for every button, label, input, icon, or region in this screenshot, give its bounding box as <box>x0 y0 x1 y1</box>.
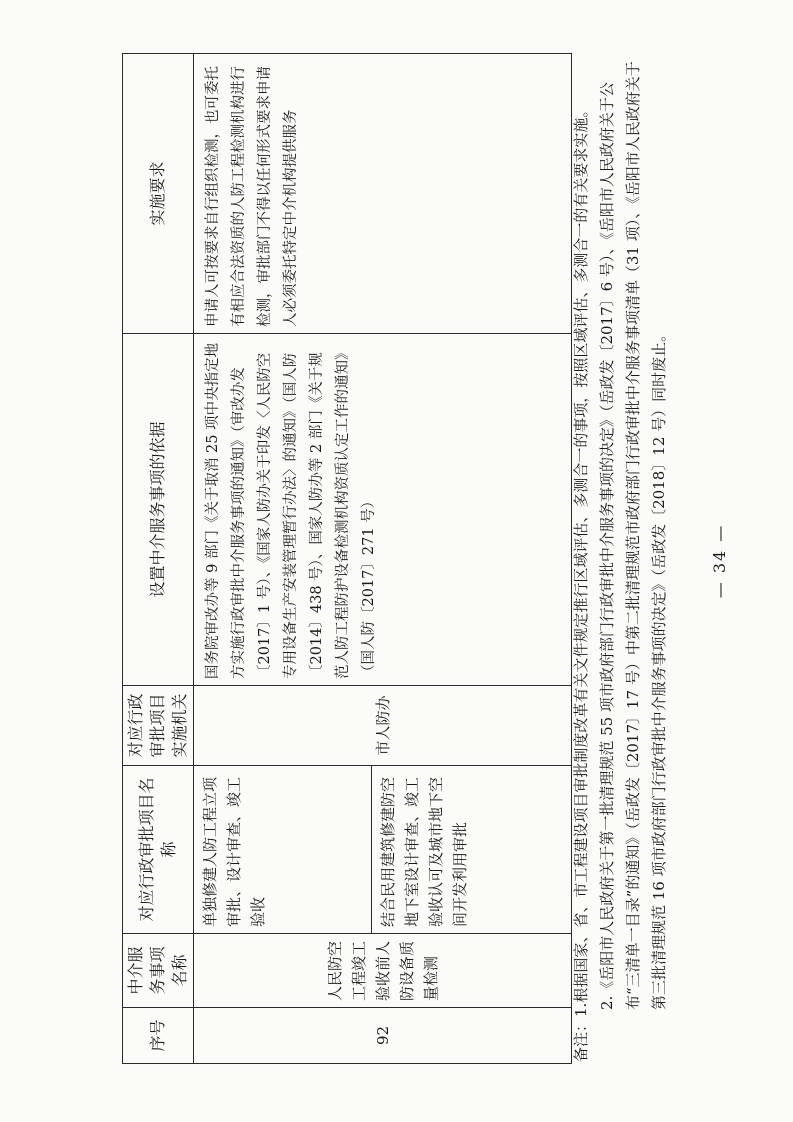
cell-requirement: 申请人可按要求自行组织检测，也可委托有相应合法资质的人防工程检测机构进行检测，审批部门不得以任何形式要求申请人必须委托特定中介机构提供服务 <box>194 54 572 334</box>
cell-seq: 92 <box>194 1008 572 1064</box>
cell-basis: 国务院审改办等 9 部门《关于取消 25 项中央指定地方实施行政审批中介服务事项的通知》（审改办发〔2017〕1 号）、《国家人防办关于印发〈人民防空专用设备生产安装管理暂行办法〉的通知》（国人防〔2014〕438 号）、国家人防办等 2 部门《关于规范人防工程防护设备检测机构资质认定工作的通知》（国人防〔2017〕271 号） <box>194 334 572 686</box>
header-service-name: 中介服务事项名称 <box>123 934 194 1008</box>
header-approval-name: 对应行政审批项目名称 <box>123 766 194 934</box>
cell-approval-item-1: 单独修建人防工程立项审批、设计审查、竣工验收 <box>194 766 372 934</box>
header-seq: 序号 <box>123 1008 194 1064</box>
header-agency: 对应行政审批项目实施机关 <box>123 686 194 766</box>
cell-service-name: 人民防空工程竣工验收前人防设备质量检测 <box>194 934 572 1008</box>
note-2: 2.《岳阳市人民政府关于第一批清理规范 55 项市政府部门行政审批中介服务事项的决定》（岳政发〔2017〕6 号）、《岳阳市人民政府关于公布“三清单一目录”的通知》（岳政发〔2017〕17 号）中第二批清理规范市政府部门行政审批中介服务事项清单（31 项）、《岳阳市人民政府关于第三批清理规范 16 项市政府部门行政审批中介服务事项的决定》（岳政发〔2018〕12 号）同时废止。 <box>598 61 668 1010</box>
table-row <box>194 54 372 1064</box>
service-table <box>122 53 572 1064</box>
cell-agency: 市人防办 <box>194 686 572 766</box>
note-1 <box>568 52 594 1062</box>
header-requirement: 实施要求 <box>123 54 194 334</box>
header-basis: 设置中介服务事项的依据 <box>123 334 194 686</box>
note-1-text: 1.根据国家、省、市工程建设项目审批制度改革有关文件规定推行区域评估、多测合一的事项，按照区域评估、多测合一的有关要求实施。 <box>572 102 590 1017</box>
notes <box>568 52 672 1062</box>
page-number: — 34 — <box>710 523 729 599</box>
cell-approval-item-2: 结合民用建筑修建防空地下室设计审查、竣工验收认可及城市地下空间开发利用审批 <box>372 766 572 934</box>
header-row <box>123 54 194 1064</box>
notes-lead: 备注： <box>572 1016 590 1062</box>
